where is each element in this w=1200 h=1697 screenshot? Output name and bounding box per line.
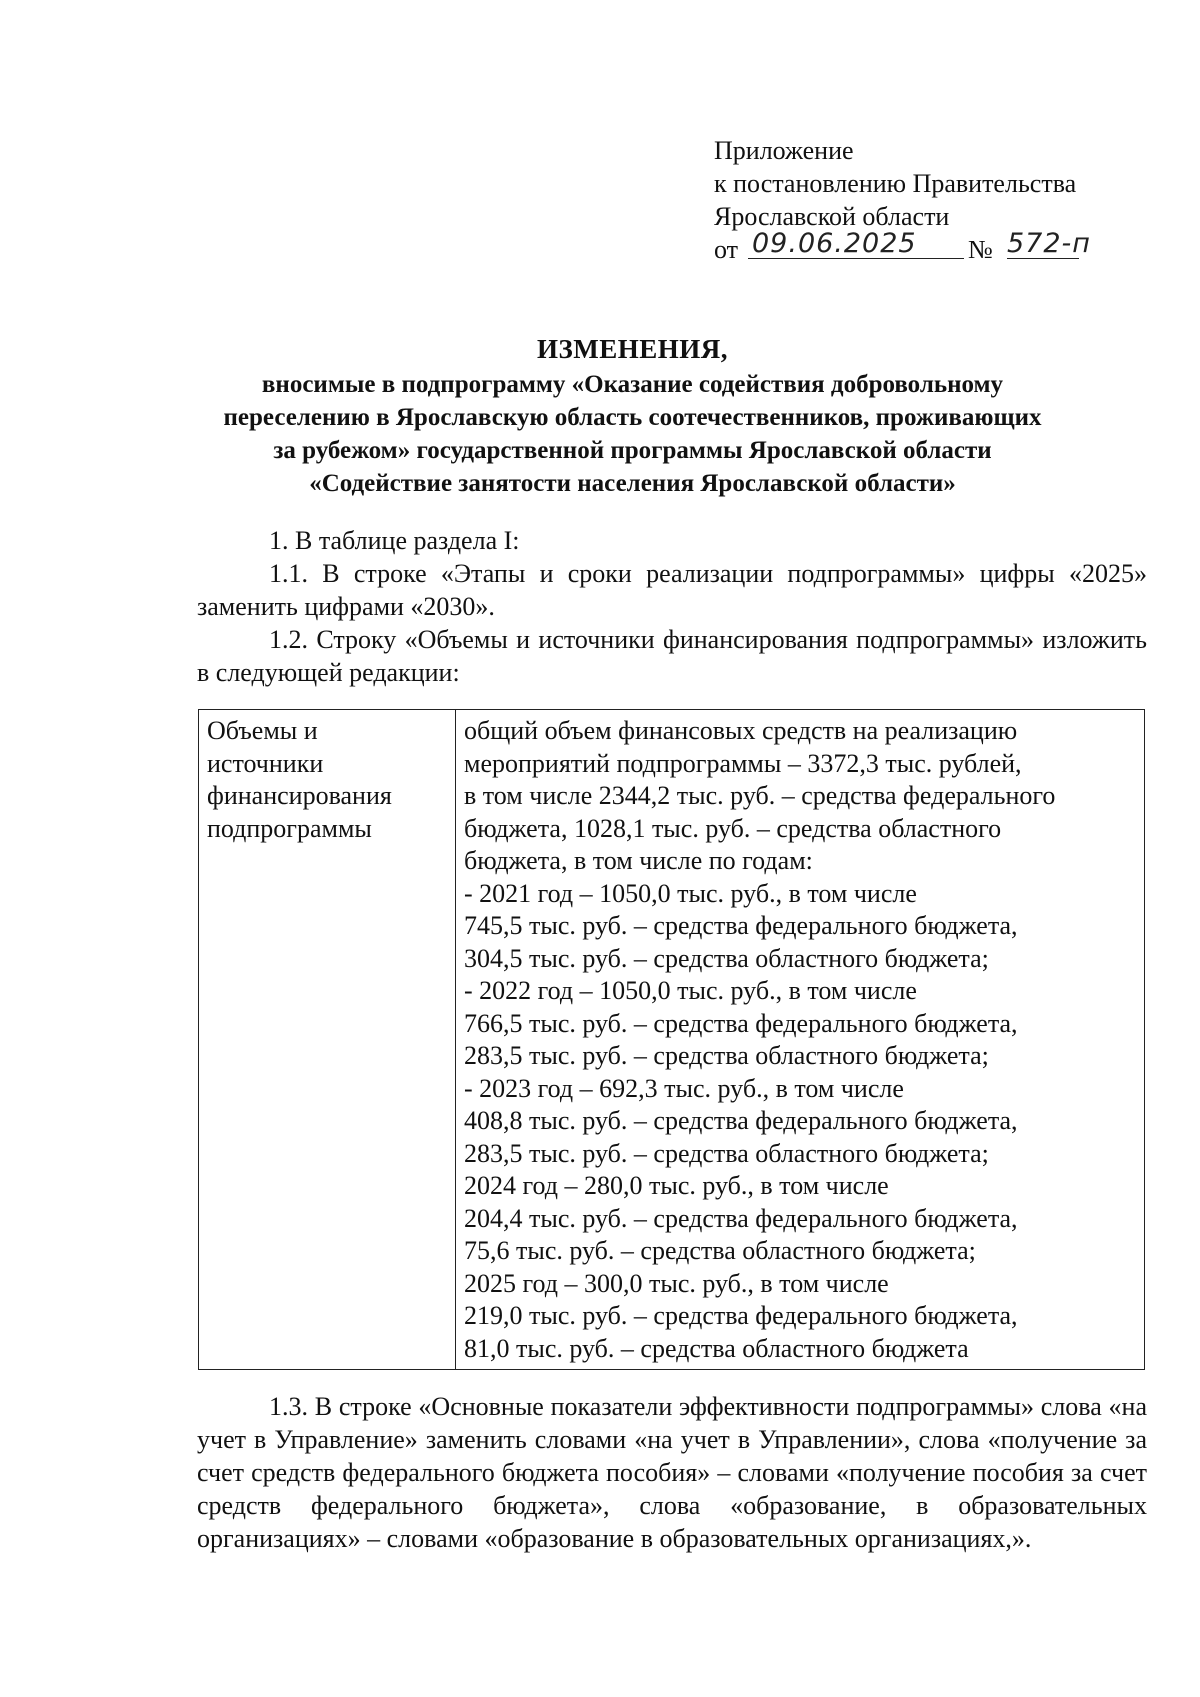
- content-line: 304,5 тыс. руб. – средства областного бюджета;: [464, 943, 989, 973]
- content-line: - 2023 год – 692,3 тыс. руб., в том числе: [464, 1073, 904, 1103]
- closing-paragraph: [197, 1390, 1147, 1555]
- content-line: бюджета, в том числе по годам:: [464, 846, 813, 875]
- label-line: финансирования: [207, 781, 392, 810]
- content-line: 75,6 тыс. руб. – средства областного бюджета;: [464, 1236, 976, 1265]
- content-line: - 2021 год – 1050,0 тыс. руб., в том числе: [464, 878, 917, 908]
- appendix-title: Приложение: [714, 136, 854, 165]
- handwritten-date: 09.06.2025: [752, 228, 917, 259]
- appendix-region: Ярославской области: [714, 202, 950, 231]
- content-line: 2024 год – 280,0 тыс. руб., в том числе: [464, 1171, 889, 1200]
- content-line: в том числе 2344,2 тыс. руб. – средства федерального: [464, 781, 1056, 810]
- title-line-2: переселению в Ярославскую область соотечественников, проживающих: [223, 404, 1042, 431]
- from-label: от: [714, 235, 739, 264]
- label-line: подпрограммы: [207, 813, 372, 843]
- content-line: 2025 год – 300,0 тыс. руб., в том числе: [464, 1268, 889, 1298]
- title-line-4: «Содействие занятости населения Ярославской области»: [309, 470, 956, 497]
- appendix-resolution: к постановлению Правительства: [714, 169, 1077, 198]
- content-line: 81,0 тыс. руб. – средства областного бюджета: [464, 1333, 969, 1363]
- content-line: общий объем финансовых средств на реализацию: [464, 716, 1018, 745]
- content-line: 745,5 тыс. руб. – средства федерального бюджета,: [464, 911, 1018, 940]
- handwritten-number: 572-п: [1007, 228, 1091, 259]
- title-line-3: за рубежом» государственной программы Ярославской области: [273, 437, 992, 464]
- label-line: источники: [207, 748, 324, 778]
- content-line: 283,5 тыс. руб. – средства областного бюджета;: [464, 1138, 989, 1168]
- content-line: 204,4 тыс. руб. – средства федерального бюджета,: [464, 1203, 1018, 1233]
- paragraph-1-1: 1.1. В строке «Этапы и сроки реализации подпрограммы» цифры «2025» заменить цифрами «2030».: [197, 559, 1147, 621]
- content-line: 408,8 тыс. руб. – средства федерального бюджета,: [464, 1106, 1018, 1135]
- intro-paragraphs: [197, 524, 1147, 689]
- content-line: 219,0 тыс. руб. – средства федерального бюджета,: [464, 1301, 1018, 1330]
- content-line: - 2022 год – 1050,0 тыс. руб., в том числе: [464, 976, 917, 1005]
- table-cell-content: [456, 710, 1145, 1370]
- appendix-header: [714, 134, 1091, 269]
- label-line: Объемы и: [207, 716, 318, 745]
- paragraph-1-3: 1.3. В строке «Основные показатели эффективности подпрограммы» слова «на учет в Управление» заменить словами «на учет в Управлении», слова «получение за счет средств федерального бюджета пособия» – словами «получение пособия за счет средств федерального бюджета», слова «образование, в образовательных организациях» – словами «образование в образовательных организациях,».: [197, 1392, 1147, 1553]
- content-line: 766,5 тыс. руб. – средства федерального бюджета,: [464, 1008, 1018, 1038]
- number-label: №: [968, 235, 993, 264]
- document-title-block: [195, 330, 1070, 500]
- content-line: мероприятий подпрограммы – 3372,3 тыс. рублей,: [464, 748, 1022, 778]
- paragraph-1: 1. В таблице раздела I:: [269, 526, 520, 555]
- title-line-1: вносимые в подпрограмму «Оказание содействия добровольному: [261, 371, 1004, 398]
- table-row: [199, 710, 1145, 1370]
- paragraph-1-2: 1.2. Строку «Объемы и источники финансирования подпрограммы» изложить в следующей редакции:: [197, 625, 1147, 687]
- content-line: бюджета, 1028,1 тыс. руб. – средства областного: [464, 813, 1002, 843]
- document-title: ИЗМЕНЕНИЯ,: [536, 334, 728, 364]
- table-cell-label: [199, 710, 456, 1370]
- content-line: 283,5 тыс. руб. – средства областного бюджета;: [464, 1041, 989, 1070]
- date-number-line: [714, 228, 1091, 269]
- financing-table: [198, 709, 1145, 1370]
